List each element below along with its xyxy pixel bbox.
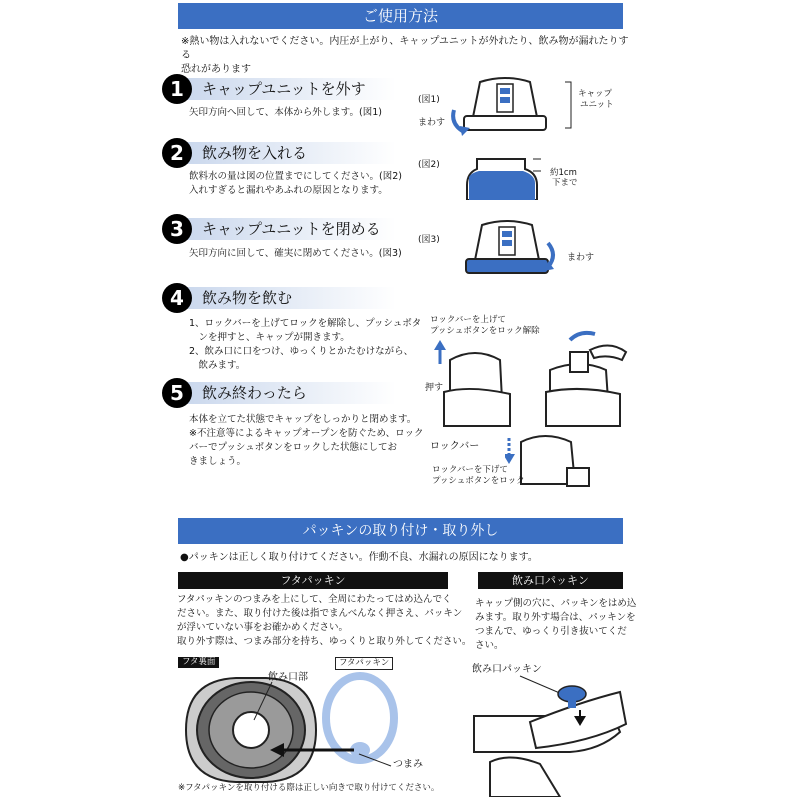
step-desc-line: 飲みます。 — [189, 360, 246, 371]
step-desc-line: ンを押すと、キャップが開きます。 — [189, 332, 350, 343]
lock-release-1: ロックバーを上げて — [430, 315, 506, 325]
fig1-turn-label: まわす — [418, 118, 446, 128]
fig1-label: (図1) — [418, 95, 440, 105]
step-desc: 矢印方向へ回して、本体から外します。(図1) — [189, 107, 383, 118]
text-line: みます。取り外す場合は、パッキンを — [475, 612, 636, 623]
step-desc-line: 2、飲み口に口をつけ、ゆっくりとかたむけながら、 — [189, 346, 414, 357]
install-arrow — [268, 742, 358, 758]
step-title: 飲み物を入れる — [202, 144, 308, 162]
cap-unit-illustration — [450, 72, 560, 142]
step-desc-line: 入れすぎると漏れやあふれの原因となります。 — [189, 185, 388, 196]
step-title: 飲み終わったら — [202, 384, 307, 402]
push-label: 押す — [425, 383, 444, 393]
step-desc-line: 飲料水の量は図の位置までにしてください。(図2) — [189, 171, 402, 182]
spout-packing-illustration — [470, 672, 630, 797]
knob-label: つまみ — [393, 759, 423, 770]
tab-lid-packing: フタパッキン — [178, 572, 448, 589]
step-title: 飲み物を飲む — [202, 289, 293, 307]
intro-line-2: 恐れがあります — [181, 64, 251, 75]
cap-close-illustration — [462, 215, 572, 285]
text-line: 取り外す際は、つまみ部分を持ち、ゆっくりと取り外してください。 — [177, 636, 472, 647]
lid-back-label: フタ裏面 — [178, 657, 219, 668]
fill-note-2: 下まで — [552, 178, 578, 188]
fig3-turn-label: まわす — [567, 253, 595, 263]
cap-unit-label-2: ユニット — [580, 100, 614, 110]
text-line: つまんで、ゆっくり引き抜いてくだ — [475, 626, 627, 637]
step-desc-line: バーでプッシュボタンをロックした状態にしてお — [189, 442, 397, 453]
fig3-label: (図3) — [418, 235, 440, 245]
intro-line-1: ※熱い物は入れないでください。内圧が上がり、キャップユニットが外れたり、飲み物が漏れたりする — [181, 36, 629, 61]
text-line: フタパッキンのつまみを上にして、全周にわたってはめ込んでく — [177, 594, 452, 605]
fill-note-1: 約1cm — [550, 168, 577, 178]
text-line: さい。 — [475, 640, 504, 651]
step-number: 5 — [162, 378, 192, 408]
text-line: ださい。また、取り付けた後は指でまんべんなく押さえ、パッキン — [177, 608, 463, 619]
cap-unit-label-1: キャップ — [578, 89, 613, 99]
step-title: キャップユニットを閉める — [202, 220, 381, 238]
step-desc-line: きましょう。 — [189, 456, 247, 467]
lid-packing-instructions — [177, 593, 471, 649]
spout-packing-label: 飲み口パッキン — [472, 664, 542, 675]
step-desc: 矢印方向に回して、確実に閉めてください。(図3) — [189, 248, 402, 259]
intro-warning — [181, 35, 631, 77]
text-line: キャップ側の穴に、パッキンをはめ込 — [475, 598, 637, 609]
step-number: 1 — [162, 74, 192, 104]
fig2-label: (図2) — [418, 160, 440, 170]
knob-pointer-line — [355, 752, 395, 770]
drinking-illustration — [430, 330, 640, 430]
text-line: が浮いていない事をお確かめください。 — [177, 622, 349, 633]
step-number: 3 — [162, 214, 192, 244]
step-title: キャップユニットを外す — [202, 80, 366, 98]
step-desc-line: 1、ロックバーを上げてロックを解除し、プッシュボタ — [189, 318, 422, 329]
tab-spout-packing: 飲み口パッキン — [478, 572, 623, 589]
lock-bar-label: ロックバー — [430, 441, 480, 452]
bottle-fill-illustration — [465, 155, 545, 200]
section-header-packing: パッキンの取り付け・取り外し — [178, 518, 623, 544]
lock-release-2: プッシュボタンをロック解除 — [430, 326, 540, 336]
spout-packing-instructions — [475, 597, 636, 653]
bracket-icon — [563, 80, 573, 130]
lid-packing-label: フタパッキン — [335, 657, 393, 670]
packing-note: ●パッキンは正しく取り付けてください。作動不良、水漏れの原因になります。 — [180, 552, 538, 563]
spout-part-label: 飲み口部 — [268, 672, 308, 683]
lock-down-2: プッシュボタンをロック — [432, 476, 525, 486]
section-header-usage: ご使用方法 — [178, 3, 623, 29]
step-desc-line: 本体を立てた状態でキャップをしっかりと閉めます。 — [189, 414, 417, 425]
spout-pointer-line — [248, 680, 278, 725]
footnote: ※フタパッキンを取り付ける際は正しい向きで取り付けてください。 — [178, 783, 440, 793]
step-desc-line: ※不注意等によるキャップオープンを防ぐため、ロック — [189, 428, 424, 439]
step-number: 2 — [162, 138, 192, 168]
lock-down-1: ロックバーを下げて — [432, 465, 508, 475]
step-number: 4 — [162, 283, 192, 313]
